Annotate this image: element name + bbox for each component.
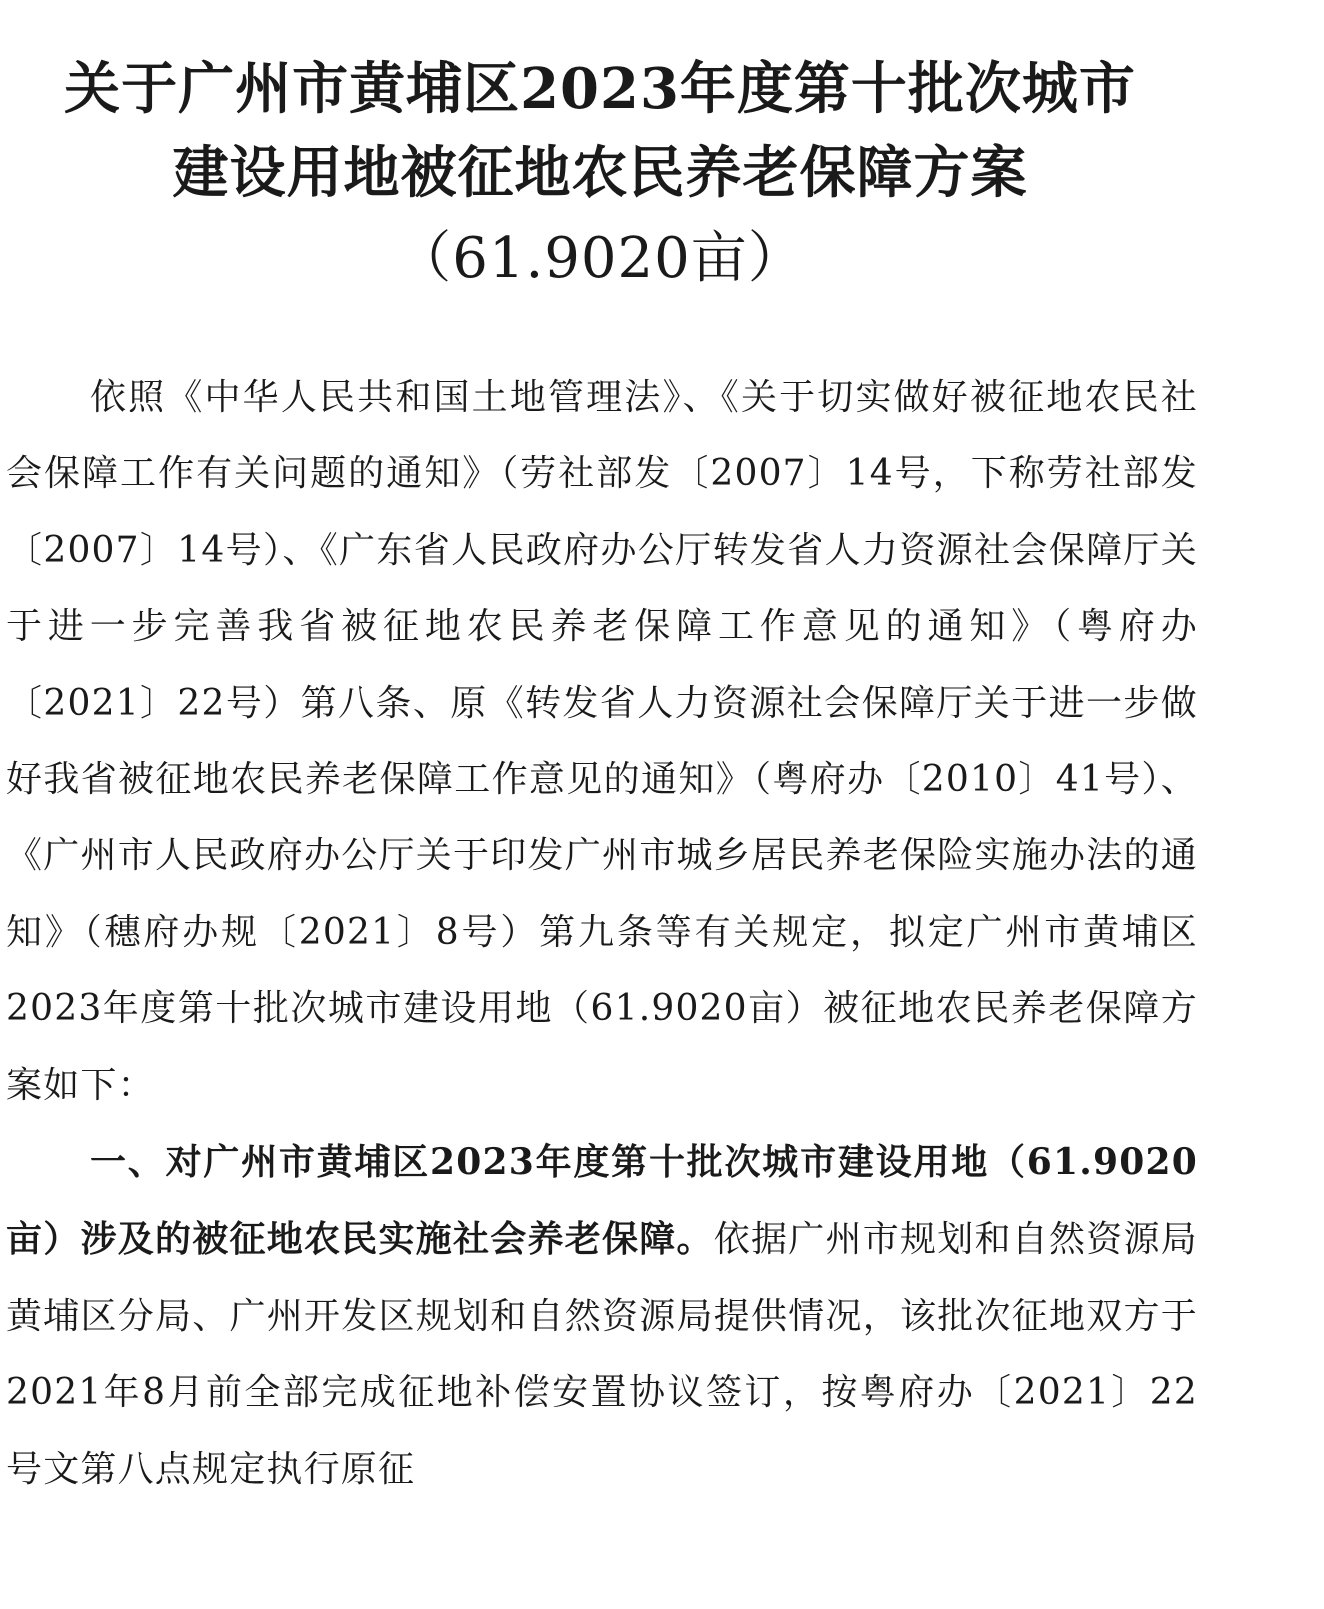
paragraph-1	[6, 360, 1198, 1124]
paragraph-1-text: 依照《中华人民共和国土地管理法》、《关于切实做好被征地农民社会保障工作有关问题的通知》（劳社部发〔2007〕14号，下称劳社部发〔2007〕14号）、《广东省人民政府办公厅转发省人力资源社会保障厅关于进一步完善我省被征地农民养老保障工作意见的通知》（粤府办〔2021〕22号）第八条、原《转发省人力资源社会保障厅关于进一步做好我省被征地农民养老保障工作意见的通知》（粤府办〔2010〕41号）、《广州市人民政府办公厅关于印发广州市城乡居民养老保险实施办法的通知》（穗府办规〔2021〕8号）第九条等有关规定，拟定广州市黄埔区2023年度第十批次城市建设用地（61.9020亩）被征地农民养老保障方案如下：	[6, 377, 1198, 1106]
document-title-line-1: 关于广州市黄埔区2023年度第十批次城市	[64, 56, 1136, 122]
document-title-line-2: 建设用地被征地农民养老保障方案	[172, 140, 1028, 206]
paragraph-2-heading: 一、对广州市黄埔区2023年度第十批次城市建设用地（61.9020亩）涉及的被征地农民实施社会养老保障。	[6, 1141, 1198, 1261]
document-title-line-3: （61.9020亩）	[395, 226, 805, 291]
paragraph-2-text: 依据广州市规划和自然资源局黄埔区分局、广州开发区规划和自然资源局提供情况，该批次征地双方于2021年8月前全部完成征地补偿安置协议签订，按粤府办〔2021〕22号文第八点规定执行原征	[6, 1219, 1198, 1490]
paragraph-2	[6, 1124, 1198, 1508]
document-body	[6, 360, 1198, 1508]
